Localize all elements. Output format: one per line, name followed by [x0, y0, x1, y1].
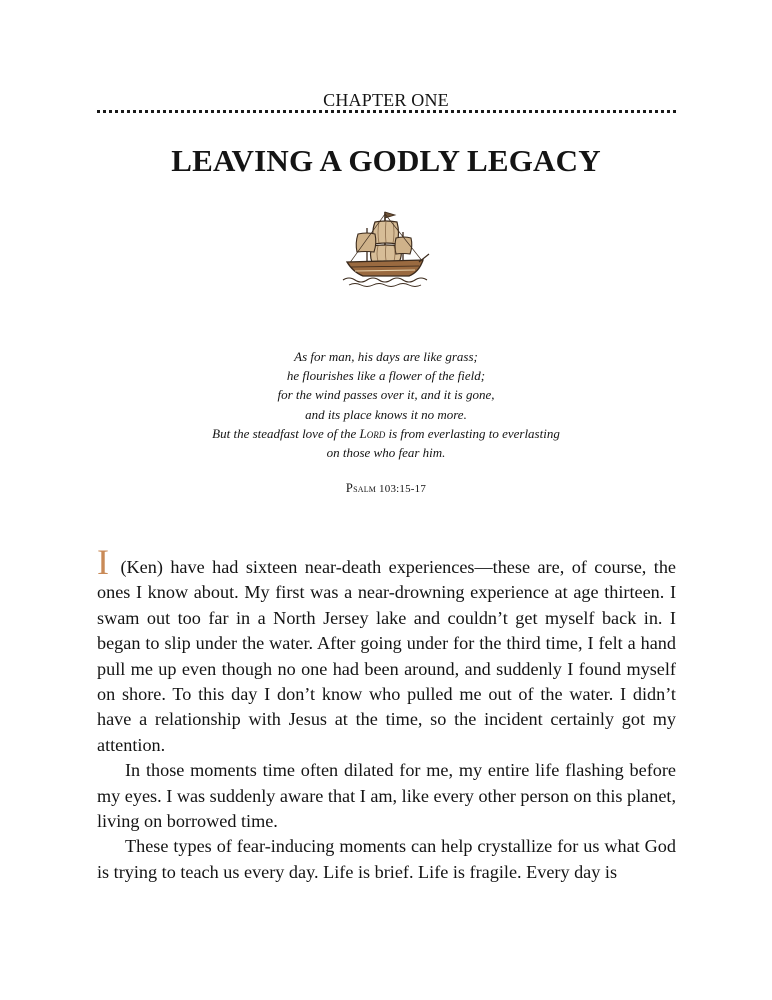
- epigraph: [0, 347, 772, 462]
- epigraph-line: [0, 424, 772, 443]
- paragraph-1-text: (Ken) have had sixteen near-death experiences—these are, of course, the ones I know about. My first was a near-drowning experience at age thirteen. I swam out too far in a North Jersey lake and couldn’t get myself back in. I began to slip under the water. After going under for the third time, I felt a hand pull me up even though no one had been around, and suddenly I found myself on shore. To this day I don’t know who pulled me out of the water. I didn’t have a relationship with Jesus at the time, so the incident certainly got my attention.: [97, 557, 676, 755]
- epigraph-line: for the wind passes over it, and it is gone,: [277, 387, 495, 403]
- epigraph-line: As for man, his days are like grass;: [294, 349, 478, 364]
- drop-cap: I: [97, 542, 109, 582]
- epigraph-text: is from everlasting to everlasting: [385, 425, 560, 441]
- epigraph-line: and its place knows it no more.: [305, 406, 467, 422]
- epigraph-line: he flourishes like a flower of the field;: [286, 368, 486, 384]
- epigraph-lord: Lord: [359, 425, 386, 441]
- sailing-ship-icon: [339, 206, 431, 290]
- epigraph-line: on those who fear him.: [326, 445, 446, 461]
- epigraph-citation: [0, 481, 772, 496]
- citation-initial: P: [345, 481, 354, 495]
- paragraph-1: [97, 542, 676, 758]
- dotted-divider: [97, 110, 676, 113]
- chapter-title: LEAVING A GODLY LEGACY: [171, 143, 601, 178]
- paragraph-2: In those moments time often dilated for me, my entire life flashing before my eyes. I was suddenly aware that I am, like every other person on this planet, living on borrowed time.: [97, 760, 676, 832]
- epigraph-text: But the steadfast love of the: [212, 425, 360, 441]
- chapter-label: CHAPTER ONE: [323, 90, 449, 110]
- citation-rest: salm 103:15-17: [353, 483, 427, 495]
- paragraph-3: These types of fear-inducing moments can help crystallize for us what God is trying to teach us every day. Life is brief. Life is fragile. Every day is: [97, 836, 676, 882]
- body-text: [97, 542, 676, 885]
